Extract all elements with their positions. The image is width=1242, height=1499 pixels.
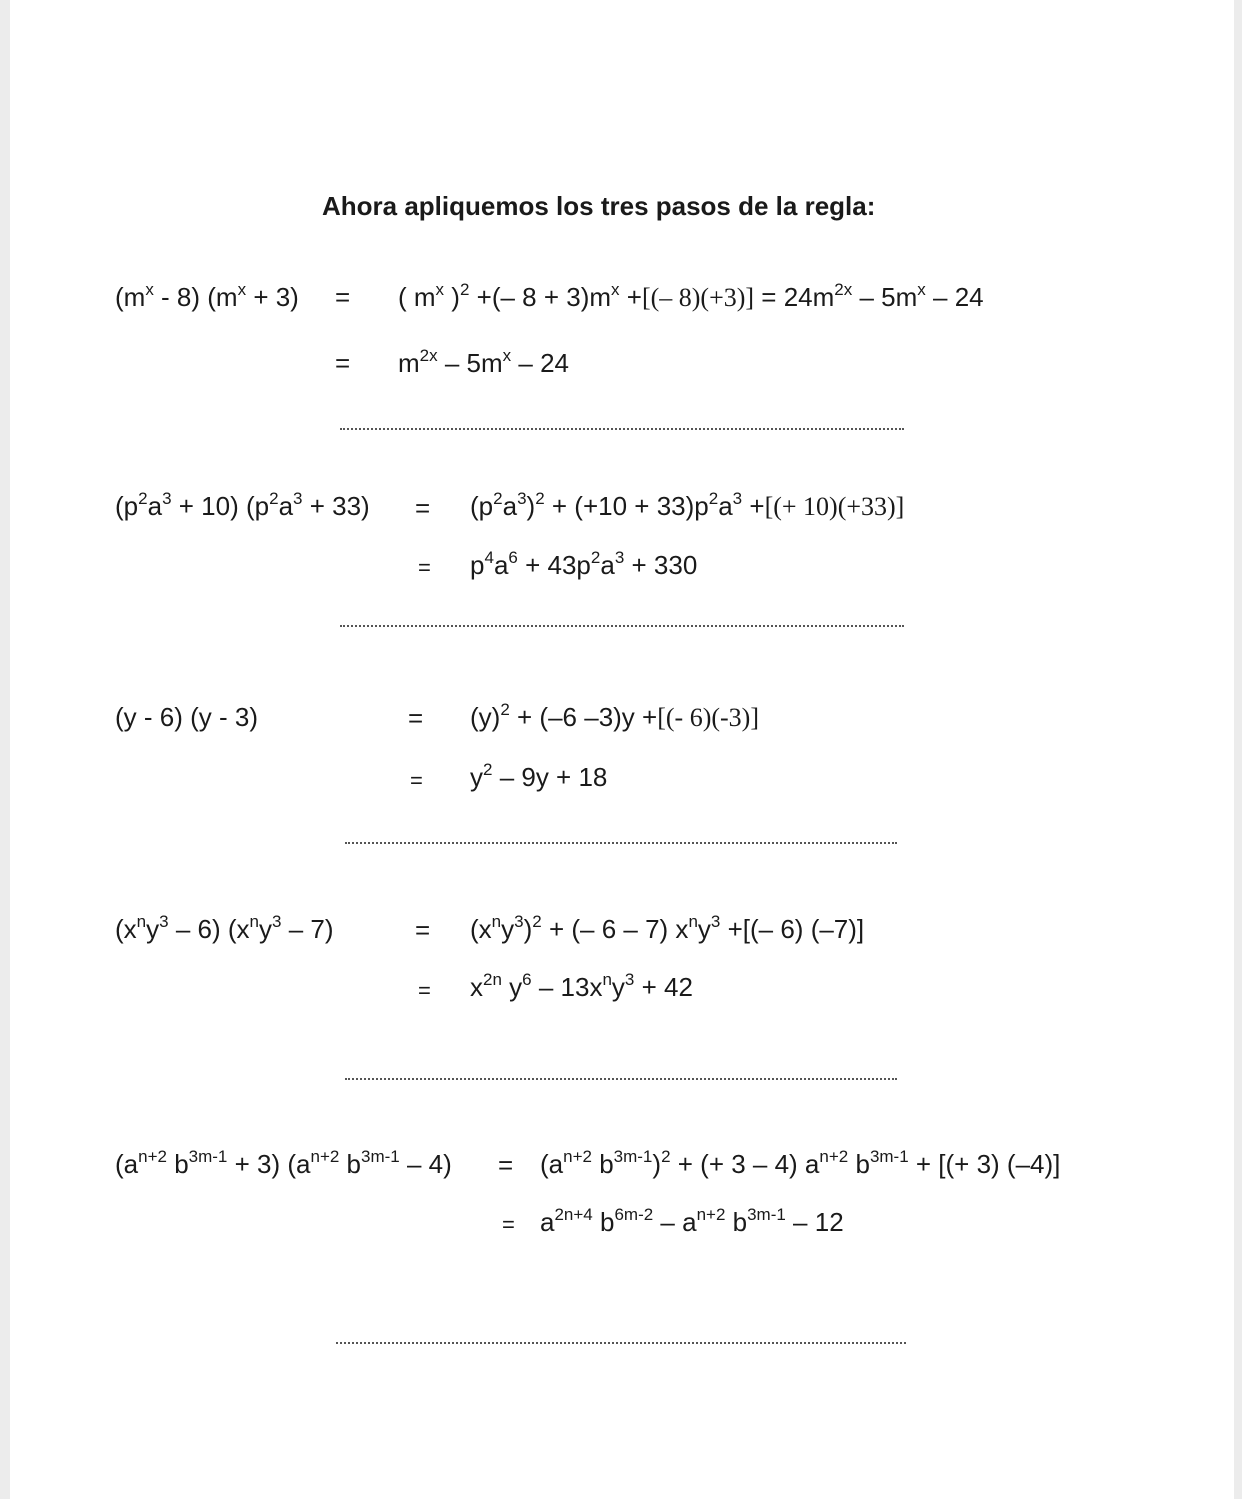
example-5-equals-2: = <box>502 1212 515 1237</box>
example-5-step-1: ($a^{n+2}$ $b^{3m-1})^2$ + (+ 3 – 4) $a^{n+2}$ $b^{3m-1}$ + [(+ 3) (–4)] <box>540 1147 1061 1179</box>
page-title: Ahora apliquemos los tres pasos de la regla: <box>322 191 876 221</box>
example-4-equals-2: = <box>418 978 431 1003</box>
example-2-equals-2: = <box>418 555 431 580</box>
example-3-step-2: $y^2 - 9y + 18$ <box>470 760 608 792</box>
example-1-step-1: ( $m^x$ )$^2$ +(– $8 + 3)m^x$ +[(– $8)(+3)] = 24m^{2x} - 5m^x - 24$ <box>398 280 984 312</box>
separator-2 <box>340 625 904 627</box>
example-2-lhs: $(p^2a^3 + 10) (p^2a^3 + 33)$ <box>115 489 370 521</box>
example-4-step-2: $x^{2n}$ $y^6 - 13x^ny^3 + 42$ <box>470 970 693 1002</box>
example-2-step-2: $p^4a^6 + 43p^2a^3 + 330$ <box>470 548 698 580</box>
separator-3 <box>345 842 897 844</box>
example-1-equals-2: = <box>335 348 351 378</box>
example-3-step-1: $(y)^2 + (-6$ –3)y +[(- 6)(-3)] <box>470 700 759 732</box>
example-2-equals-1: = <box>415 493 431 523</box>
example-2-step-1: $(p^2a^3)^2 + (+10 + 33)p^2a^3$ +[(+ 10)(+33)] <box>470 489 905 521</box>
separator-4 <box>345 1078 897 1080</box>
example-1-equals-1: = <box>335 282 351 312</box>
example-5-lhs: ($a^{n+2}$ $b^{3m-1} + 3$) ($a^{n+2}$ $b^{3m-1} - 4$) <box>115 1147 452 1179</box>
document-page <box>10 0 1234 1499</box>
example-4-lhs: $(x^ny^3 - 6)$ $(x^ny^3 - 7)$ <box>115 912 334 944</box>
example-1-step-2: $m^{2x} - 5m^x - 24$ <box>398 346 569 378</box>
example-1-lhs: $(m^x - 8) (m^x + 3)$ <box>115 280 299 312</box>
separator-1 <box>340 428 904 430</box>
example-4-equals-1: = <box>415 915 431 945</box>
separator-5 <box>336 1342 906 1344</box>
example-3-equals-1: = <box>408 703 424 733</box>
example-3-equals-2: = <box>410 768 423 793</box>
example-3-lhs: (y - 6) (y - 3) <box>115 702 258 732</box>
example-5-equals-1: = <box>498 1150 514 1180</box>
example-5-step-2: $a^{2n+4}$ $b^{6m-2} - a^{n+2}$ $b^{3m-1} - 12$ <box>540 1205 844 1237</box>
example-4-step-1: $(x^ny^3)^2$ + (– 6 – 7) $x^ny^3$ +[(– 6) (–7)] <box>470 912 865 944</box>
